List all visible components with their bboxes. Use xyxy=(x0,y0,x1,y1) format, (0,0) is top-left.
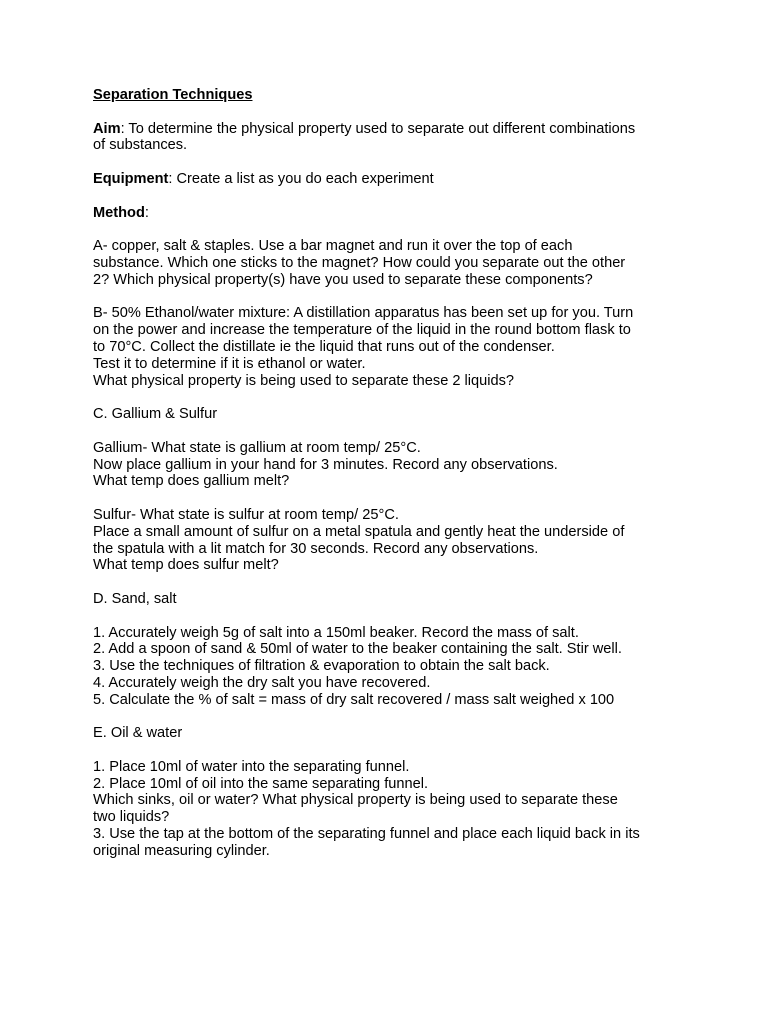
section-e-line: two liquids? xyxy=(93,809,170,826)
section-d-heading: D. Sand, salt xyxy=(93,590,177,607)
section-e-heading-block xyxy=(93,725,683,742)
section-e-heading: E. Oil & water xyxy=(93,725,183,742)
section-b-line: on the power and increase the temperature of the liquid in the round bottom flask to xyxy=(93,322,631,339)
method-label: Method xyxy=(93,204,145,221)
section-b-line: B- 50% Ethanol/water mixture: A distillation apparatus has been set up for you. Turn xyxy=(93,305,634,322)
section-a-line: 2? Which physical property(s) have you used to separate these components? xyxy=(93,271,593,288)
section-d-step: 4. Accurately weigh the dry salt you have recovered. xyxy=(93,674,431,691)
gallium-line: Now place gallium in your hand for 3 minutes. Record any observations. xyxy=(93,456,558,473)
section-e-line: 1. Place 10ml of water into the separating funnel. xyxy=(93,758,410,775)
sulfur-line: What temp does sulfur melt? xyxy=(93,557,279,574)
equipment-paragraph xyxy=(93,171,683,188)
section-e-line: Which sinks, oil or water? What physical property is being used to separate these xyxy=(93,792,618,809)
section-a-line: A- copper, salt & staples. Use a bar magnet and run it over the top of each xyxy=(93,238,573,255)
sulfur-line: Place a small amount of sulfur on a metal spatula and gently heat the underside of xyxy=(93,523,625,540)
method-suffix: : xyxy=(144,204,149,221)
section-e-lines xyxy=(93,759,683,860)
section-c-gallium xyxy=(93,440,683,490)
section-e-line: original measuring cylinder. xyxy=(93,842,270,859)
aim-text-1: : To determine the physical property used to separate out different combinations xyxy=(120,120,636,137)
section-b-line: Test it to determine if it is ethanol or water. xyxy=(93,355,366,372)
document-page xyxy=(93,87,683,876)
section-d-heading-block xyxy=(93,591,683,608)
equipment-text: : Create a list as you do each experiment xyxy=(168,170,434,187)
section-d-step: 3. Use the techniques of filtration & evaporation to obtain the salt back. xyxy=(93,658,550,675)
method-heading-block xyxy=(93,205,683,222)
aim-line-2: of substances. xyxy=(93,137,188,154)
section-b-line: What physical property is being used to separate these 2 liquids? xyxy=(93,372,515,389)
section-d-step: 2. Add a spoon of sand & 50ml of water to the beaker containing the salt. Stir well. xyxy=(93,641,622,658)
gallium-line: What temp does gallium melt? xyxy=(93,473,290,490)
aim-paragraph xyxy=(93,121,683,155)
section-b xyxy=(93,305,683,389)
section-a xyxy=(93,238,683,288)
method-heading xyxy=(93,205,683,222)
aim-line-1 xyxy=(93,121,683,138)
section-b-line: to 70°C. Collect the distillate ie the liquid that runs out of the condenser. xyxy=(93,338,555,355)
gallium-line: Gallium- What state is gallium at room temp/ 25°C. xyxy=(93,439,421,456)
section-e-line: 2. Place 10ml of oil into the same separating funnel. xyxy=(93,775,429,792)
equipment-line xyxy=(93,171,683,188)
section-c-heading-block xyxy=(93,406,683,423)
section-d-step: 1. Accurately weigh 5g of salt into a 150ml beaker. Record the mass of salt. xyxy=(93,624,579,641)
section-d-steps xyxy=(93,625,683,709)
document-title-block xyxy=(93,87,683,104)
section-c-heading: C. Gallium & Sulfur xyxy=(93,406,218,423)
document-title: Separation Techniques xyxy=(93,87,253,103)
sulfur-line: Sulfur- What state is sulfur at room temp/ 25°C. xyxy=(93,506,399,523)
section-a-line: substance. Which one sticks to the magnet? How could you separate out the other xyxy=(93,254,626,271)
equipment-label: Equipment xyxy=(93,170,169,187)
aim-label: Aim xyxy=(93,120,121,137)
sulfur-line: the spatula with a lit match for 30 seconds. Record any observations. xyxy=(93,540,539,557)
section-d-step: 5. Calculate the % of salt = mass of dry salt recovered / mass salt weighed x 100 xyxy=(93,691,615,708)
section-c-sulfur xyxy=(93,507,683,574)
section-e-line: 3. Use the tap at the bottom of the separating funnel and place each liquid back in its xyxy=(93,826,640,843)
